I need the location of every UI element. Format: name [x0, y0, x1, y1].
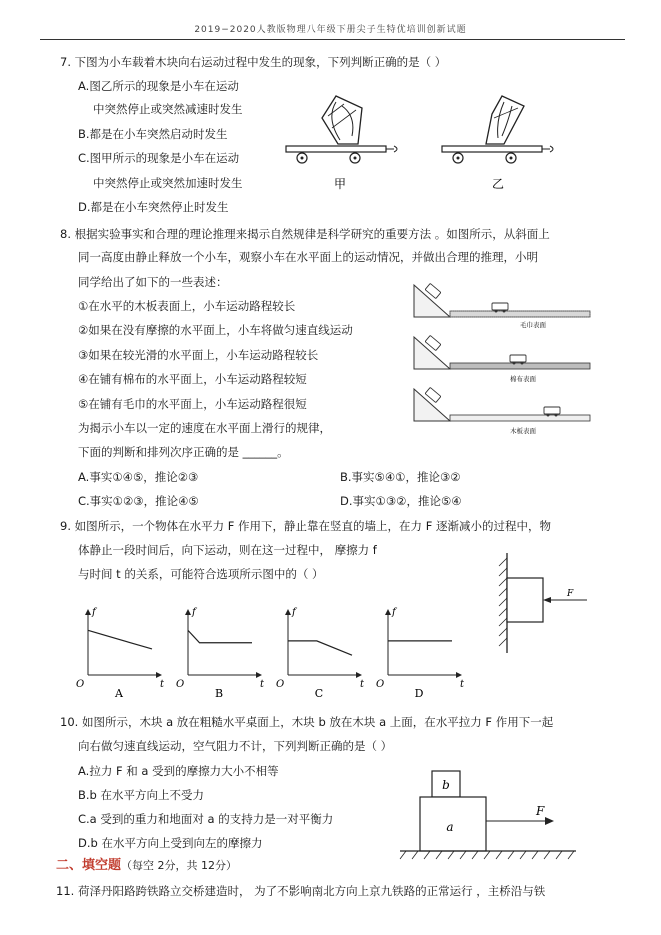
q7-option-c-line1: C.图甲所示的现象是小车在运动	[78, 151, 240, 165]
q8-stem-line1: 8. 根据实验事实和合理的理论推理来揭示自然规律是科学研究的重要方法 。如图所示，从斜面上	[60, 227, 550, 241]
q7-option-a-line2: 中突然停止或突然减速时发生	[93, 102, 243, 116]
axis-label-f: f	[192, 607, 196, 618]
q10-force-label: F	[536, 804, 545, 818]
graph-option-b	[176, 607, 265, 700]
graph-curve	[288, 641, 352, 655]
q8-ramp-figure	[410, 275, 595, 435]
q8-option-b: B.事实⑤④①，推论③②	[340, 470, 461, 484]
axis-label-f: f	[392, 607, 396, 618]
q10-option-c: C.a 受到的重力和地面对 a 的支持力是一对平衡力	[78, 812, 334, 826]
q10-stem-line1: 10. 如图所示，木块 a 放在粗糙水平桌面上，木块 b 放在木块 a 上面，在水平拉力 F 作用下一起	[60, 715, 554, 729]
q9-stem-line3: 与时间 t 的关系，可能符合选项所示图中的（ ）	[78, 567, 324, 581]
q7-figure	[280, 88, 570, 198]
block-b-label: b	[442, 778, 450, 792]
q8-statement-1: ①在水平的木板表面上，小车运动路程较长	[78, 299, 296, 313]
q10-stem-line2: 向右做匀速直线运动，空气阻力不计，下列判断正确的是（ ）	[78, 739, 393, 753]
q8-stem-line2: 同一高度由静止释放一个小车，观察小车在水平面上的运动情况，并做出合理的推理，小明	[78, 250, 538, 264]
axis-label-t: t	[460, 679, 465, 690]
axis-label-t: t	[260, 679, 265, 690]
section-fill-blank-heading	[56, 858, 237, 873]
graph-curve	[188, 630, 252, 642]
header-divider	[40, 39, 625, 40]
q7-option-d: D.都是在小车突然停止时发生	[78, 200, 229, 214]
surface-label-towel: 毛巾表面	[520, 321, 546, 329]
q10-block-figure	[400, 765, 580, 865]
graph-option-d	[376, 607, 465, 700]
section-score-note: （每空 2分，共 12分）	[121, 859, 238, 872]
graph-curve	[88, 630, 152, 649]
origin-label: O	[76, 679, 85, 690]
axis-label-f: f	[292, 607, 296, 618]
q7-option-a-line1: A.图乙所示的现象是小车在运动	[78, 79, 239, 93]
q7-option-c-line2: 中突然停止或突然加速时发生	[93, 176, 243, 190]
origin-label: O	[176, 679, 185, 690]
q10-option-d: D.b 在水平方向上受到向左的摩擦力	[78, 836, 263, 850]
q7-stem: 7. 下图为小车载着木块向右运动过程中发生的现象，下列判断正确的是（ ）	[60, 55, 447, 69]
page-header: 2019−2020人教版物理八年级下册尖子生特优培训创新试题	[194, 25, 467, 35]
cart-jia	[286, 96, 397, 163]
q8-statement-4: ④在铺有棉布的水平面上，小车运动路程较短	[78, 372, 307, 386]
q8-stem-line5: 下面的判断和排列次序正确的是 ______。	[78, 445, 289, 459]
axis-label-f: f	[92, 607, 96, 618]
graph-option-label: B	[214, 687, 224, 700]
graph-option-label: A	[115, 687, 123, 700]
block-a-label: a	[446, 820, 454, 834]
ramp-wood	[414, 387, 590, 421]
q8-option-c: C.事实①②③，推论④⑤	[78, 494, 199, 508]
q8-stem-line4: 为揭示小车以一定的速度在水平面上滑行的规律，	[78, 421, 331, 435]
fig-label-yi: 乙	[491, 177, 505, 191]
graph-option-label: C	[314, 687, 324, 700]
q9-stem-line2: 体静止一段时间后，向下运动，则在这一过程中， 摩擦力 f	[78, 543, 377, 557]
axis-label-t: t	[360, 679, 365, 690]
cart-yi	[442, 96, 553, 163]
q8-statement-2: ②如果在没有摩擦的水平面上，小车将做匀速直线运动	[78, 323, 353, 337]
fig-label-jia: 甲	[333, 177, 347, 191]
q9-wall-figure	[495, 548, 605, 658]
ramp-towel	[414, 283, 590, 317]
q9-graph-options	[70, 605, 470, 700]
surface-label-cotton: 棉布表面	[510, 375, 536, 383]
origin-label: O	[376, 679, 385, 690]
q9-stem-line1: 9. 如图所示，一个物体在水平力 F 作用下，静止靠在竖直的墙上，在力 F 逐渐减小的过程中，物	[60, 519, 551, 533]
surface-label-wood: 木板表面	[510, 427, 536, 435]
q8-option-a: A.事实①④⑤，推论②③	[78, 470, 199, 484]
ramp-cotton	[414, 335, 590, 369]
q11-stem-line1: 11. 荷泽丹阳路跨铁路立交桥建造时， 为了不影响南北方向上京九铁路的正常运行 ，主桥沿与铁	[56, 884, 546, 898]
origin-label: O	[276, 679, 285, 690]
graph-option-c	[276, 607, 365, 700]
graph-option-label: D	[414, 687, 424, 700]
q8-statement-5: ⑤在铺有毛巾的水平面上，小车运动路程很短	[78, 397, 307, 411]
graph-option-a	[76, 607, 165, 700]
q8-statement-3: ③如果在较光滑的水平面上，小车运动路程较长	[78, 348, 319, 362]
q8-option-d: D.事实①③②，推论⑤④	[340, 494, 462, 508]
q7-option-b: B.都是在小车突然启动时发生	[78, 127, 228, 141]
axis-label-t: t	[160, 679, 165, 690]
q10-option-a: A.拉力 F 和 a 受到的摩擦力大小不相等	[78, 764, 279, 778]
q10-option-b: B.b 在水平方向上不受力	[78, 788, 204, 802]
q9-force-label: F	[567, 589, 574, 599]
section-title: 二、填空题	[56, 858, 122, 873]
q8-stem-line3: 同学给出了如下的一些表述：	[78, 275, 228, 289]
